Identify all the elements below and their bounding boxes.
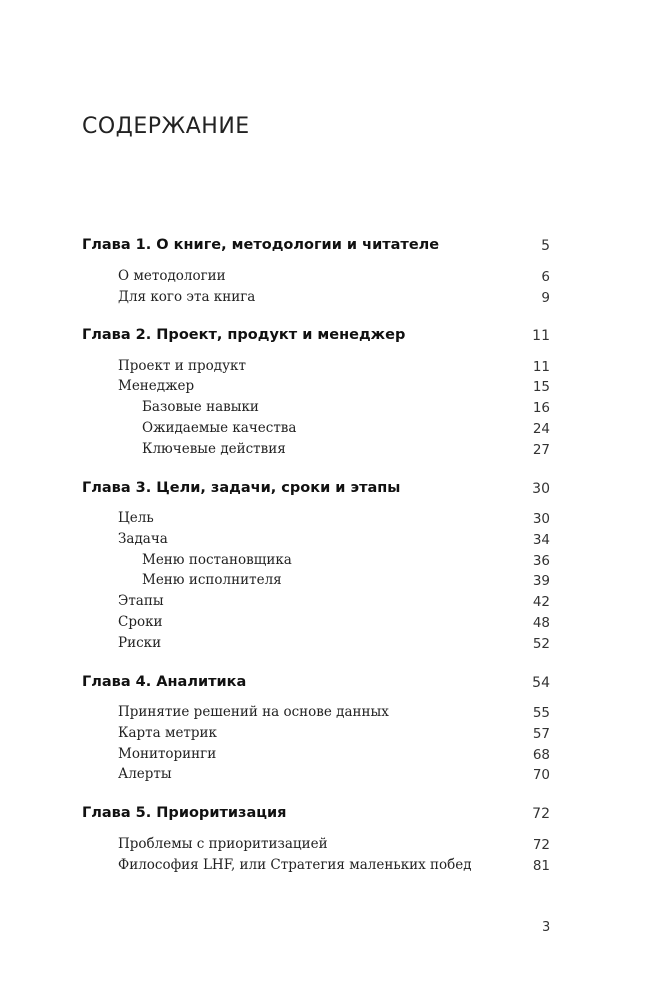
page-ref: 11 (532, 328, 550, 344)
chapter-title: Глава 3. Цели, задачи, сроки и этапы (82, 480, 401, 496)
entry-title: Мониторинги (118, 746, 217, 762)
page-ref: 30 (532, 511, 550, 527)
toc-entry[interactable] (82, 725, 550, 747)
page-ref: 9 (541, 290, 550, 306)
chapter-2[interactable] (82, 327, 550, 349)
page-ref: 15 (532, 379, 550, 395)
chapter-title: Глава 1. О книге, методологии и читателе (82, 237, 440, 253)
chapter-1[interactable] (82, 237, 550, 259)
toc-entry[interactable] (82, 766, 550, 788)
toc-entry[interactable] (82, 510, 550, 532)
page-ref: 57 (532, 726, 550, 742)
chapter-4[interactable] (82, 674, 550, 696)
entry-title: Для кого эта книга (118, 289, 256, 305)
entry-title: Философия LHF, или Стратегия маленьких побед (118, 857, 472, 873)
page-ref: 42 (532, 594, 550, 610)
toc-entry[interactable] (82, 289, 550, 311)
entry-title: Меню исполнителя (142, 572, 282, 588)
entry-title: Базовые навыки (142, 399, 259, 415)
toc-entry[interactable] (82, 614, 550, 636)
toc-entry[interactable] (82, 836, 550, 858)
toc-entry[interactable] (82, 857, 550, 879)
entry-title: Ключевые действия (142, 441, 286, 457)
page-ref: 54 (532, 675, 550, 691)
toc-entry[interactable] (82, 635, 550, 657)
page-ref: 30 (532, 481, 550, 497)
entry-title: Риски (118, 635, 162, 651)
entry-title: Ожидаемые качества (142, 420, 297, 436)
entry-title: Алерты (118, 766, 172, 782)
chapter-title: Глава 5. Приоритизация (82, 805, 287, 821)
toc-entry[interactable] (82, 552, 550, 574)
page-ref: 6 (541, 269, 550, 285)
entry-title: Менеджер (118, 378, 195, 394)
entry-title: Карта метрик (118, 725, 217, 741)
entry-title: Сроки (118, 614, 163, 630)
entry-title: Задача (118, 531, 168, 547)
toc-entry[interactable] (82, 358, 550, 380)
page-ref: 52 (532, 636, 550, 652)
page-ref: 5 (541, 238, 550, 254)
entry-title: Проблемы с приоритизацией (118, 836, 328, 852)
toc-entry[interactable] (82, 746, 550, 768)
toc-entry[interactable] (82, 378, 550, 400)
chapter-title: Глава 4. Аналитика (82, 674, 247, 690)
toc-entry[interactable] (82, 572, 550, 594)
entry-title: Проект и продукт (118, 358, 246, 374)
page-ref: 27 (532, 442, 550, 458)
page-ref: 81 (532, 858, 550, 874)
page-ref: 39 (532, 573, 550, 589)
page-ref: 55 (532, 705, 550, 721)
entry-title: Цель (118, 510, 154, 526)
chapter-title: Глава 2. Проект, продукт и менеджер (82, 327, 406, 343)
toc-entry[interactable] (82, 420, 550, 442)
entry-title: Принятие решений на основе данных (118, 704, 389, 720)
entry-title: Меню постановщика (142, 552, 292, 568)
chapter-3[interactable] (82, 480, 550, 502)
entry-title: О методологии (118, 268, 226, 284)
page-ref: 16 (532, 400, 550, 416)
toc-entry[interactable] (82, 268, 550, 290)
toc-entry[interactable] (82, 593, 550, 615)
toc-entry[interactable] (82, 441, 550, 463)
page-ref: 48 (532, 615, 550, 631)
toc-entry[interactable] (82, 399, 550, 421)
page-number: 3 (542, 920, 551, 935)
page-ref: 24 (532, 421, 550, 437)
page-ref: 68 (532, 747, 550, 763)
page-ref: 72 (532, 837, 550, 853)
entry-title: Этапы (118, 593, 164, 609)
page-ref: 34 (532, 532, 550, 548)
page-title: СОДЕРЖАНИЕ (82, 114, 250, 139)
page-ref: 72 (532, 806, 550, 822)
page-ref: 11 (532, 359, 550, 375)
toc-entry[interactable] (82, 704, 550, 726)
chapter-5[interactable] (82, 805, 550, 827)
page-ref: 70 (532, 767, 550, 783)
page-ref: 36 (532, 553, 550, 569)
toc-entry[interactable] (82, 531, 550, 553)
